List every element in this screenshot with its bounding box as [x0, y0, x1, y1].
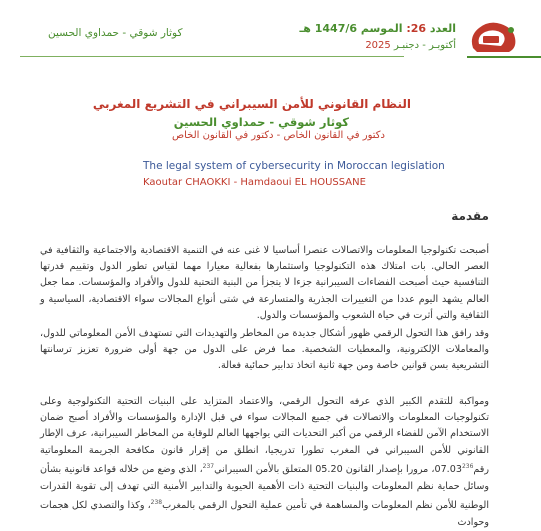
paragraph-3-part-b: ، مرورا بإصدار القانون 05.20 المتعلق بالأمن السيبراني — [214, 464, 435, 476]
footnote-ref-238[interactable]: 238 — [150, 499, 163, 507]
footnote-ref-236[interactable]: 236 — [461, 463, 474, 471]
journal-logo — [465, 18, 523, 56]
issue-months: أكتوبـر - دجنبـر — [393, 40, 456, 51]
paragraph-3-part-a: ومواكبة للتقدم الكبير الذي عرفه التحول الرقمي، والاعتماد المتزايد على البنيات التحتية التكنولوجية وعلى تكنولوجيات المعلومات والاتصالات في جميع المجالات سواء في قبل الإدارة والمؤسسات والأفراد أصبح ضمان الاستخدام الآمن للفضاء الرقمي من أكبر التحديات التي يواجهها العالم للوقاية من المخاطر السيبرانية، عرف الإطار القانوني للأمن السيبراني في المغرب تطورا تدريجيا، انطلق من إقرار قانون مكافحة الجريمة المعلوماتية رقم07.03 — [40, 395, 489, 476]
article-title-english: The legal system of cybersecurity in Moroccan legislation — [143, 160, 445, 172]
article-title-arabic: النظام القانوني للأمن السيبراني في التشريع المغربي — [92, 97, 411, 111]
issue-season: الموسم 1447/6 هـ — [299, 22, 403, 35]
header-divider-right — [467, 56, 541, 58]
article-authors-arabic: كوثار شوقي - حمداوي الحسين — [173, 115, 349, 129]
paragraph-3-part-d: ، وكذا والتصدي لكل هجمات وحوادث — [40, 500, 489, 528]
page-header — [0, 0, 541, 62]
footnote-ref-237[interactable]: 237 — [202, 463, 215, 471]
section-heading: مقدمة — [451, 209, 489, 223]
paragraph-2: وقد رافق هذا التحول الرقمي ظهور أشكال جديدة من المخاطر والتهديدات التي تستهدف الأمن المعلوماتي للدول، والمعاملات الإلكترونية، والمعطيات الشخصية. مما فرض على الدول من جهة أولى ضرورة تعزيز ترسانتها التشريعية بسن قوانين خاصة ومن جهة ثانية اتخاذ تدابير حمائية فعالة. — [40, 327, 489, 372]
issue-number: 26: — [406, 22, 427, 35]
issue-date — [365, 40, 456, 51]
paragraph-1: أصبحت تكنولوجيا المعلومات والاتصالات عنصرا أساسيا لا غنى عنه في التنمية الاقتصادية والاجتماعية والثقافية في العصر الحالي. بات امتلاك هذه التكنولوجيا واستثمارها بفعالية معيارا مهما لقياس تطور الدول وتقييم قدرتها التنافسية حيث أصبحت الفضاءات السيبرانية جزءا لا يتجزأ من البنية التحتية للدول والأفراد والمؤسسات. مما جعل العالم يشهد اليوم عددا من التغييرات الجذرية والمتسارعة في شتى أنواع المجالات سواء الاقتصادية، السياسية و الثقافية والتي أثرت في حياة الشعوب والمؤسسات والدول. — [40, 244, 489, 322]
issue-label: العدد — [429, 22, 456, 35]
header-divider-left — [20, 56, 404, 57]
issue-year: 2025 — [365, 40, 391, 51]
issue-info — [300, 22, 456, 35]
article-affiliation-arabic: دكتور في القانون الخاص - دكتور في القانون الخاص — [171, 130, 385, 141]
paragraph-3-part-c: ، الذي وضع من خلاله قواعد قانونية بشأن وسائل حماية نظم المعلومات والبنيات التحتية ذات الأهمية الحيوية والتدابير الأمنية التي تهدف إلى تقوية القدرات الوطنية للأمن نظم المعلومات والمساهمة في تأمين عملية التحول الرقمي بالمغرب — [40, 464, 489, 512]
paragraph-3 — [40, 394, 489, 531]
article-authors-english: Kaoutar CHAOKKI - Hamdaoui EL HOUSSANE — [143, 177, 366, 188]
running-header-authors: كوثار شوقي - حمداوي الحسين — [48, 27, 183, 39]
